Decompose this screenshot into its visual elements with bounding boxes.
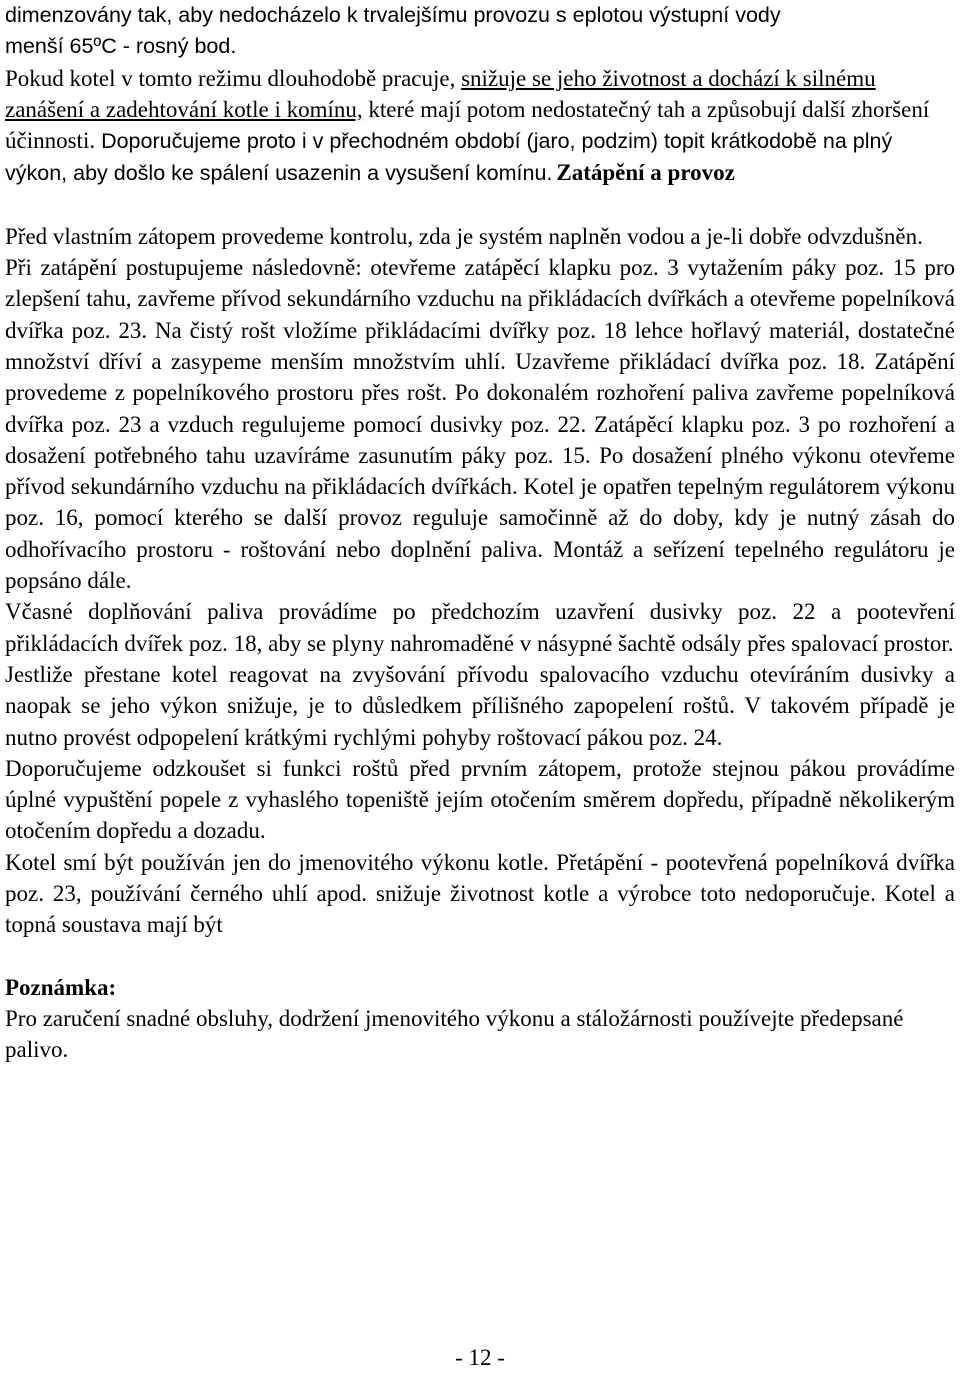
paragraph-2-text-a: Pokud kotel v tomto režimu dlouhodobě pracuje, [5, 65, 462, 91]
paragraph-1-line-1: dimenzovány tak, aby nedocházelo k trvalejšímu provozu s eplotou výstupní vody [5, 3, 781, 27]
paragraph-8: Kotel smí být používán jen do jmenovitého výkonu kotle. Přetápění - pootevřená popelníková dvířka poz. 23, používání černého uhlí apod. snižuje životnost kotle a výrobce toto nedoporučuje. Kotel a topná soustava mají být [5, 849, 955, 938]
paragraph-1-line-2: menší 65ºC - rosný bod. [5, 34, 237, 59]
paragraph-2-underlined: snižuje se jeho životnost a dochází k silnému zanášení a zadehtování kotle i komínu, [5, 65, 876, 122]
paragraph-7: Doporučujeme odzkoušet si funkci roštů před prvním zátopem, protože stejnou pákou provádíme úplné vypuštění popele z vyhaslého topeniště jejím otočením směrem dopředu, případně několikerým otočením dopředu a dozadu. [5, 755, 955, 844]
paragraph-3: Před vlastním zátopem provedeme kontrolu, zda je systém naplněn vodou a je-li dobře odvzdušněn. [5, 223, 923, 249]
paragraph-2-recommendation: Doporučujeme proto i v přechodném období (jaro, podzim) topit krátkodobě na plný výkon, aby došlo ke spálení usazenin a vysušení komínu. [5, 129, 893, 186]
paragraph-6: Jestliže přestane kotel reagovat na zvyšování přívodu spalovacího vzduchu otevíráním dusivky a naopak se jeho výkon snižuje, je to důsledkem přílišného zapopelení roštů. V takovém případě je nutno provést odpopelení krátkými rychlými pohyby roštovací pákou poz. 24. [5, 661, 955, 750]
paragraph-2 [5, 63, 955, 190]
paragraph-5: Včasné doplňování paliva provádíme po předchozím uzavření dusivky poz. 22 a pootevření přikládacích dvířek poz. 18, aby se plyny nahromaděné v násypné šachtě odsály přes spalovací prostor. [5, 599, 955, 656]
paragraph-1 [5, 0, 955, 63]
paragraph-4: Při zatápění postupujeme následovně: otevřeme zatápěcí klapku poz. 3 vytažením páky poz. 15 pro zlepšení tahu, zavřeme přívod sekundárního vzduchu na přikládacích dvířkách a otevřeme popelníková dvířka poz. 23. Na čistý rošt vložíme přikládacími dvířky poz. 18 lehce hořlavý materiál, dostatečné množství dříví a zasypeme menším množstvím uhlí. Uzavřeme přikládací dvířka poz. 18. Zatápění provedeme z popelníkového prostoru přes rošt. Po dokonalém rozhoření paliva zavřeme popelníková dvířka poz. 23 a vzduch regulujeme pomocí dusivky poz. 22. Zatápěcí klapku poz. 3 po rozhoření a dosažení potřebného tahu uzavíráme zasunutím páky poz. 15. Po dosažení plného výkonu otevřeme přívod sekundárního vzduchu na přikládacích dvířkách. Kotel je opatřen tepelným regulátorem výkonu poz. 16, pomocí kterého se další provoz reguluje samočinně až do doby, kdy je nutný zásah do odhořívacího prostoru - roštování nebo doplnění paliva. Montáž a seřízení tepelného regulátoru je popsáno dále. [5, 255, 955, 594]
paragraph-2-text-b: které mají potom nedostatečný tah a způsobují další zhoršení účinnosti. [5, 96, 930, 154]
note-text: Pro zaručení snadné obsluhy, dodržení jmenovitého výkonu a stáložárnosti používejte předepsané palivo. [5, 1005, 904, 1063]
section-heading-zatapeni: Zatápění a provoz [556, 160, 735, 186]
document-page [5, 0, 955, 1066]
spacer [5, 190, 955, 221]
note-title: Poznámka: [5, 974, 117, 1000]
page-number: - 12 - [455, 1345, 505, 1370]
